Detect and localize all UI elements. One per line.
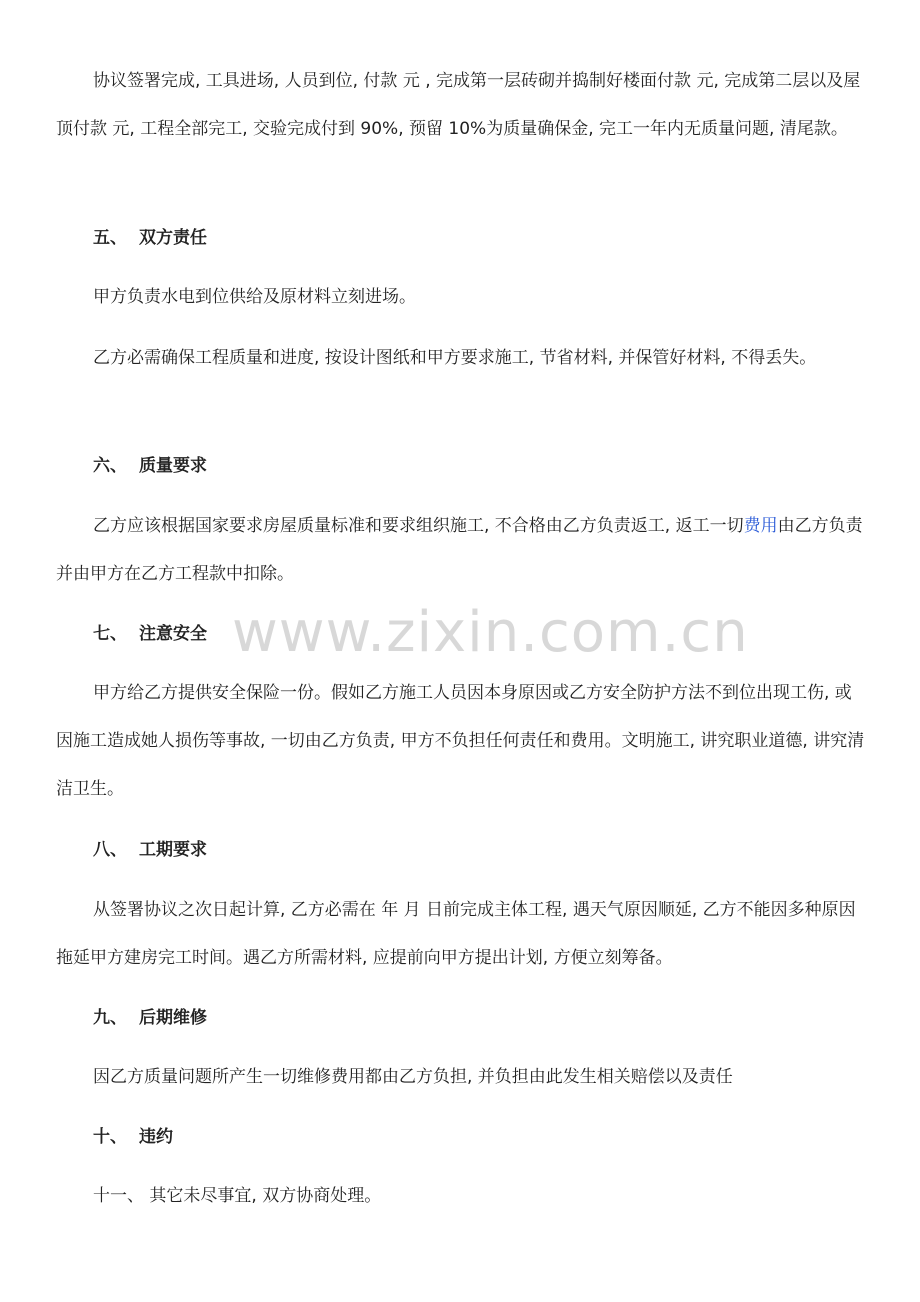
other-matters-paragraph: 十一、 其它未尽事宜, 双方协商处理。 — [93, 1186, 382, 1206]
section-title: 工期要求 — [139, 840, 207, 860]
section-heading-safety — [93, 610, 207, 658]
quality-text-start: 乙方应该根据国家要求房屋质量标准和要求组织施工, 不合格由乙方负责返工, 返工一切 — [93, 516, 744, 536]
section-number: 七、 — [93, 624, 127, 644]
section-number: 十、 — [93, 1127, 127, 1147]
section-number: 五、 — [93, 228, 127, 248]
cost-link[interactable]: 费用 — [743, 516, 778, 536]
payment-paragraph: 协议签署完成, 工具进场, 人员到位, 付款 元 , 完成第一层砖砌并捣制好楼面付款 元, 完成第二层以及屋顶付款 元, 工程全部完工, 交验完成付到 90%, 预留 10%为质量确保金, 完工一年内无质量问题, 清尾款。 — [56, 71, 861, 139]
section-title: 后期维修 — [139, 1008, 207, 1028]
section-heading-quality — [93, 442, 207, 490]
quality-paragraph — [56, 502, 868, 598]
section-heading-schedule — [93, 826, 207, 874]
schedule-paragraph: 从签署协议之次日起计算, 乙方必需在 年 月 日前完成主体工程, 遇天气原因顺延, 乙方不能因多种原因拖延甲方建房完工时间。遇乙方所需材料, 应提前向甲方提出计划, 方便立刻筹备。 — [56, 900, 856, 968]
quality-text-end: 由乙方负责并由甲方在乙方工程款中扣除。 — [56, 516, 863, 584]
watermark: www.zixin.com.cn — [232, 600, 749, 665]
section-title: 质量要求 — [139, 456, 207, 476]
safety-paragraph: 甲方给乙方提供安全保险一份。假如乙方施工人员因本身原因或乙方安全防护方法不到位出现工伤, 或因施工造成她人损伤等事故, 一切由乙方负责, 甲方不负担任何责任和费用。文明施工, 讲究职业道德, 讲究清洁卫生。 — [56, 683, 865, 799]
section-heading-breach — [93, 1113, 173, 1161]
section-title: 违约 — [139, 1127, 173, 1147]
responsibility-paragraph-party-a: 甲方负责水电到位供给及原材料立刻进场。 — [93, 287, 416, 307]
section-number: 九、 — [93, 1008, 127, 1028]
maintenance-paragraph: 因乙方质量问题所产生一切维修费用都由乙方负担, 并负担由此发生相关赔偿以及责任 — [93, 1067, 733, 1087]
responsibility-paragraph-party-b: 乙方必需确保工程质量和进度, 按设计图纸和甲方要求施工, 节省材料, 并保管好材料, 不得丢失。 — [93, 348, 817, 368]
section-title: 注意安全 — [139, 624, 207, 644]
section-heading-maintenance — [93, 994, 207, 1042]
section-number: 六、 — [93, 456, 127, 476]
section-number: 八、 — [93, 840, 127, 860]
section-heading-responsibilities — [93, 214, 207, 262]
section-title: 双方责任 — [139, 228, 207, 248]
